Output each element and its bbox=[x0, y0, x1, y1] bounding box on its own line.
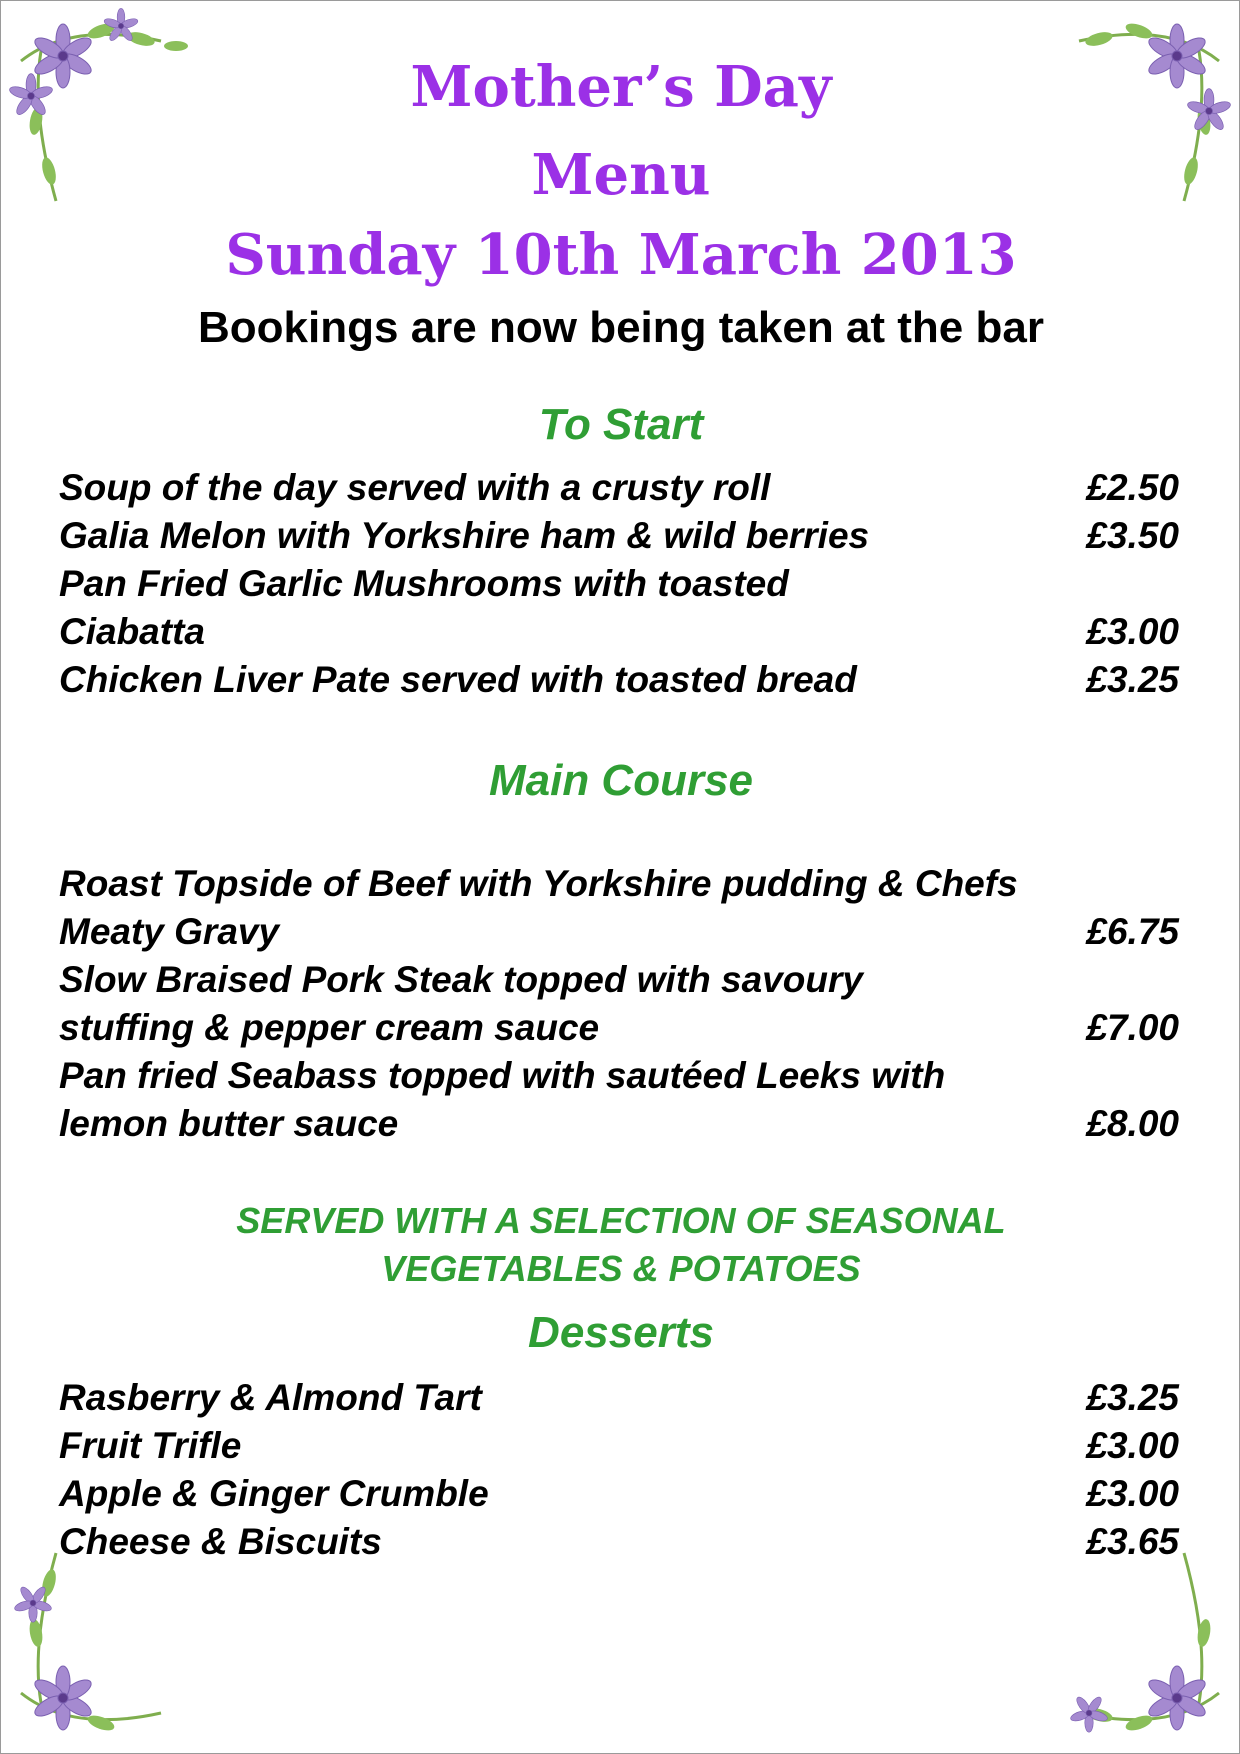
item-name: Soup of the day served with a crusty roll bbox=[59, 467, 771, 508]
item-name: Pan fried Seabass topped with sautéed Leeks with lemon butter sauce bbox=[59, 1055, 946, 1144]
bookings-notice: Bookings are now being taken at the bar bbox=[198, 303, 1044, 352]
main-items-list bbox=[59, 860, 1179, 1148]
section-heading-start: To Start bbox=[538, 400, 704, 449]
menu-subtitle: Menu bbox=[531, 142, 711, 208]
menu-item bbox=[59, 1422, 1179, 1470]
item-name: Pan Fried Garlic Mushrooms with toasted Ciabatta bbox=[59, 563, 789, 652]
menu-item bbox=[59, 1374, 1179, 1422]
item-price: £3.50 bbox=[1086, 515, 1179, 556]
item-name: Roast Topside of Beef with Yorkshire pudding & Chefs Meaty Gravy bbox=[59, 863, 1018, 952]
dessert-items-list bbox=[59, 1374, 1179, 1566]
served-with-note bbox=[1, 1197, 1240, 1293]
menu-item bbox=[59, 1052, 1179, 1148]
item-price: £3.65 bbox=[1086, 1521, 1179, 1562]
menu-item bbox=[59, 860, 1179, 956]
section-heading-main: Main Course bbox=[488, 756, 754, 805]
item-name: Galia Melon with Yorkshire ham & wild berries bbox=[59, 515, 870, 556]
served-line: VEGETABLES & POTATOES bbox=[381, 1248, 861, 1289]
item-price: £3.25 bbox=[1086, 1377, 1179, 1418]
served-line: SERVED WITH A SELECTION OF SEASONAL bbox=[236, 1200, 1006, 1241]
menu-item bbox=[59, 464, 1179, 512]
item-price: £8.00 bbox=[1086, 1103, 1179, 1144]
menu-item bbox=[59, 656, 1179, 704]
menu-date: Sunday 10th March 2013 bbox=[225, 222, 1017, 288]
menu-item bbox=[59, 1518, 1179, 1566]
menu-item bbox=[59, 512, 1179, 560]
item-name: Fruit Trifle bbox=[59, 1425, 242, 1466]
item-price: £6.75 bbox=[1086, 911, 1179, 952]
item-name: Chicken Liver Pate served with toasted bread bbox=[59, 659, 857, 700]
item-price: £3.00 bbox=[1086, 611, 1179, 652]
item-name: Rasberry & Almond Tart bbox=[59, 1377, 482, 1418]
item-name: Slow Braised Pork Steak topped with savoury stuffing & pepper cream sauce bbox=[59, 959, 863, 1048]
menu-item bbox=[59, 1470, 1179, 1518]
section-heading-desserts: Desserts bbox=[528, 1308, 714, 1357]
item-price: £2.50 bbox=[1086, 467, 1179, 508]
menu-item bbox=[59, 560, 1179, 656]
item-name: Apple & Ginger Crumble bbox=[59, 1473, 489, 1514]
item-price: £3.25 bbox=[1086, 659, 1179, 700]
item-price: £3.00 bbox=[1086, 1473, 1179, 1514]
menu-title: Mother’s Day bbox=[410, 54, 832, 120]
start-items-list bbox=[59, 464, 1179, 704]
menu-item bbox=[59, 956, 1179, 1052]
item-name: Cheese & Biscuits bbox=[59, 1521, 382, 1562]
item-price: £7.00 bbox=[1086, 1007, 1179, 1048]
item-price: £3.00 bbox=[1086, 1425, 1179, 1466]
